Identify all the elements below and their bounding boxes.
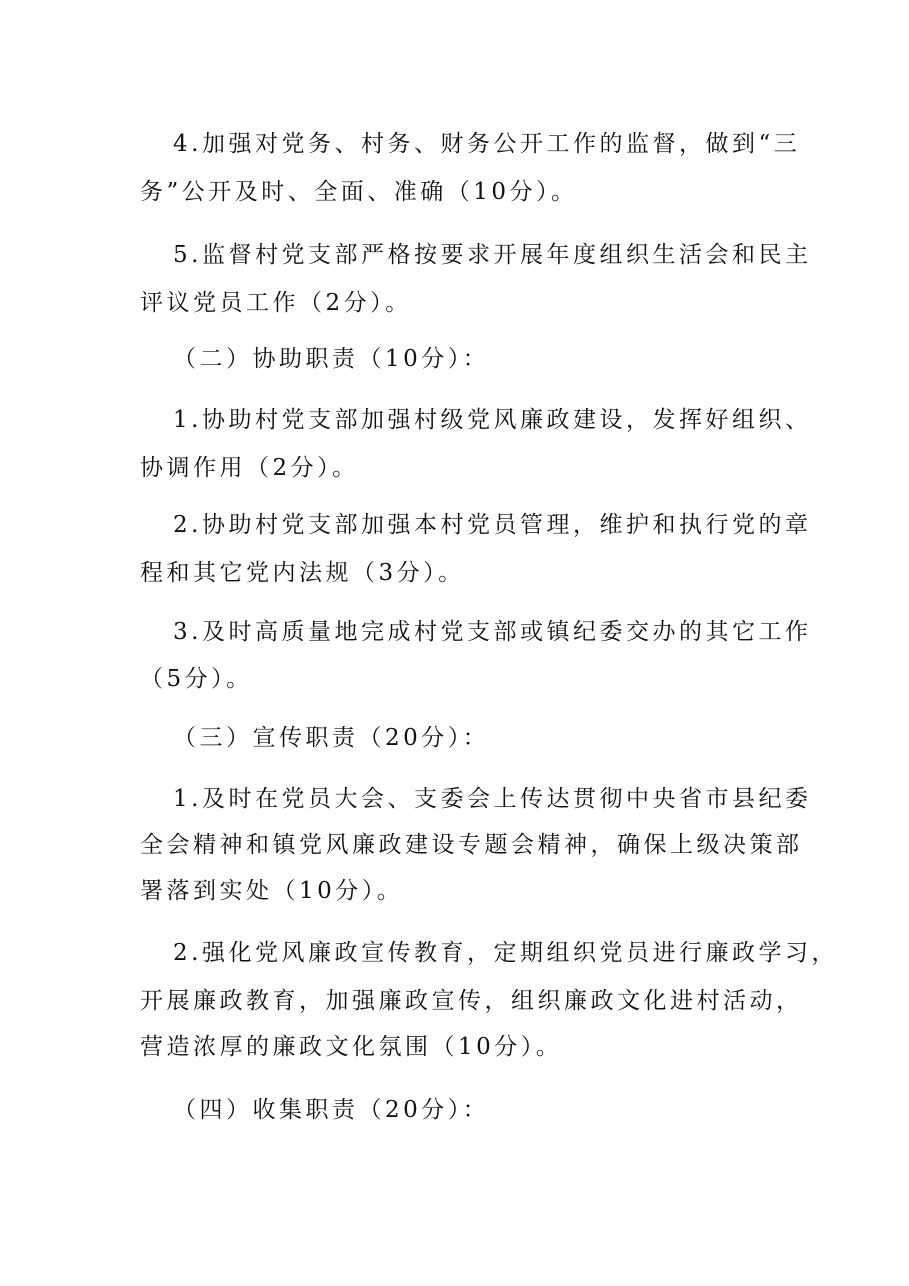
paragraph-line: 程和其它党内法规（3分）。: [140, 560, 465, 586]
paragraph-line: 1.协助村党支部加强村级党风廉政建设，发挥好组织、: [173, 407, 812, 433]
paragraph-line: 4.加强对党务、村务、财务公开工作的监督，做到“三: [173, 131, 801, 157]
paragraph-line: 5.监督村党支部严格按要求开展年度组织生活会和民主: [173, 242, 812, 268]
section-heading: （三）宣传职责（20分）：: [173, 725, 490, 751]
paragraph-line: 营造浓厚的廉政文化氛围（10分）。: [140, 1034, 563, 1060]
paragraph-line: 开展廉政教育，加强廉政宣传，组织廉政文化进村活动，: [140, 988, 803, 1014]
paragraph-line: 2.强化党风廉政宣传教育，定期组织党员进行廉政学习，: [173, 940, 838, 966]
paragraph-line: 评议党员工作（2分）。: [140, 290, 412, 316]
section-heading: （四）收集职责（20分）：: [173, 1097, 490, 1123]
paragraph-line: （5分）。: [140, 666, 253, 692]
paragraph-line: 2.协助村党支部加强本村党员管理，维护和执行党的章: [173, 512, 812, 538]
paragraph-line: 1.及时在党员大会、支委会上传达贯彻中央省市县纪委: [173, 786, 812, 812]
section-heading: （二）协助职责（10分）：: [173, 346, 490, 372]
paragraph-line: 务”公开及时、全面、准确（10分）。: [140, 179, 578, 205]
paragraph-line: 3.及时高质量地完成村党支部或镇纪委交办的其它工作: [173, 619, 812, 645]
paragraph-line: 协调作用（2分）。: [140, 455, 359, 481]
paragraph-line: 全会精神和镇党风廉政建设专题会精神，确保上级决策部: [140, 832, 803, 858]
paragraph-line: 署落到实处（10分）。: [140, 878, 404, 904]
